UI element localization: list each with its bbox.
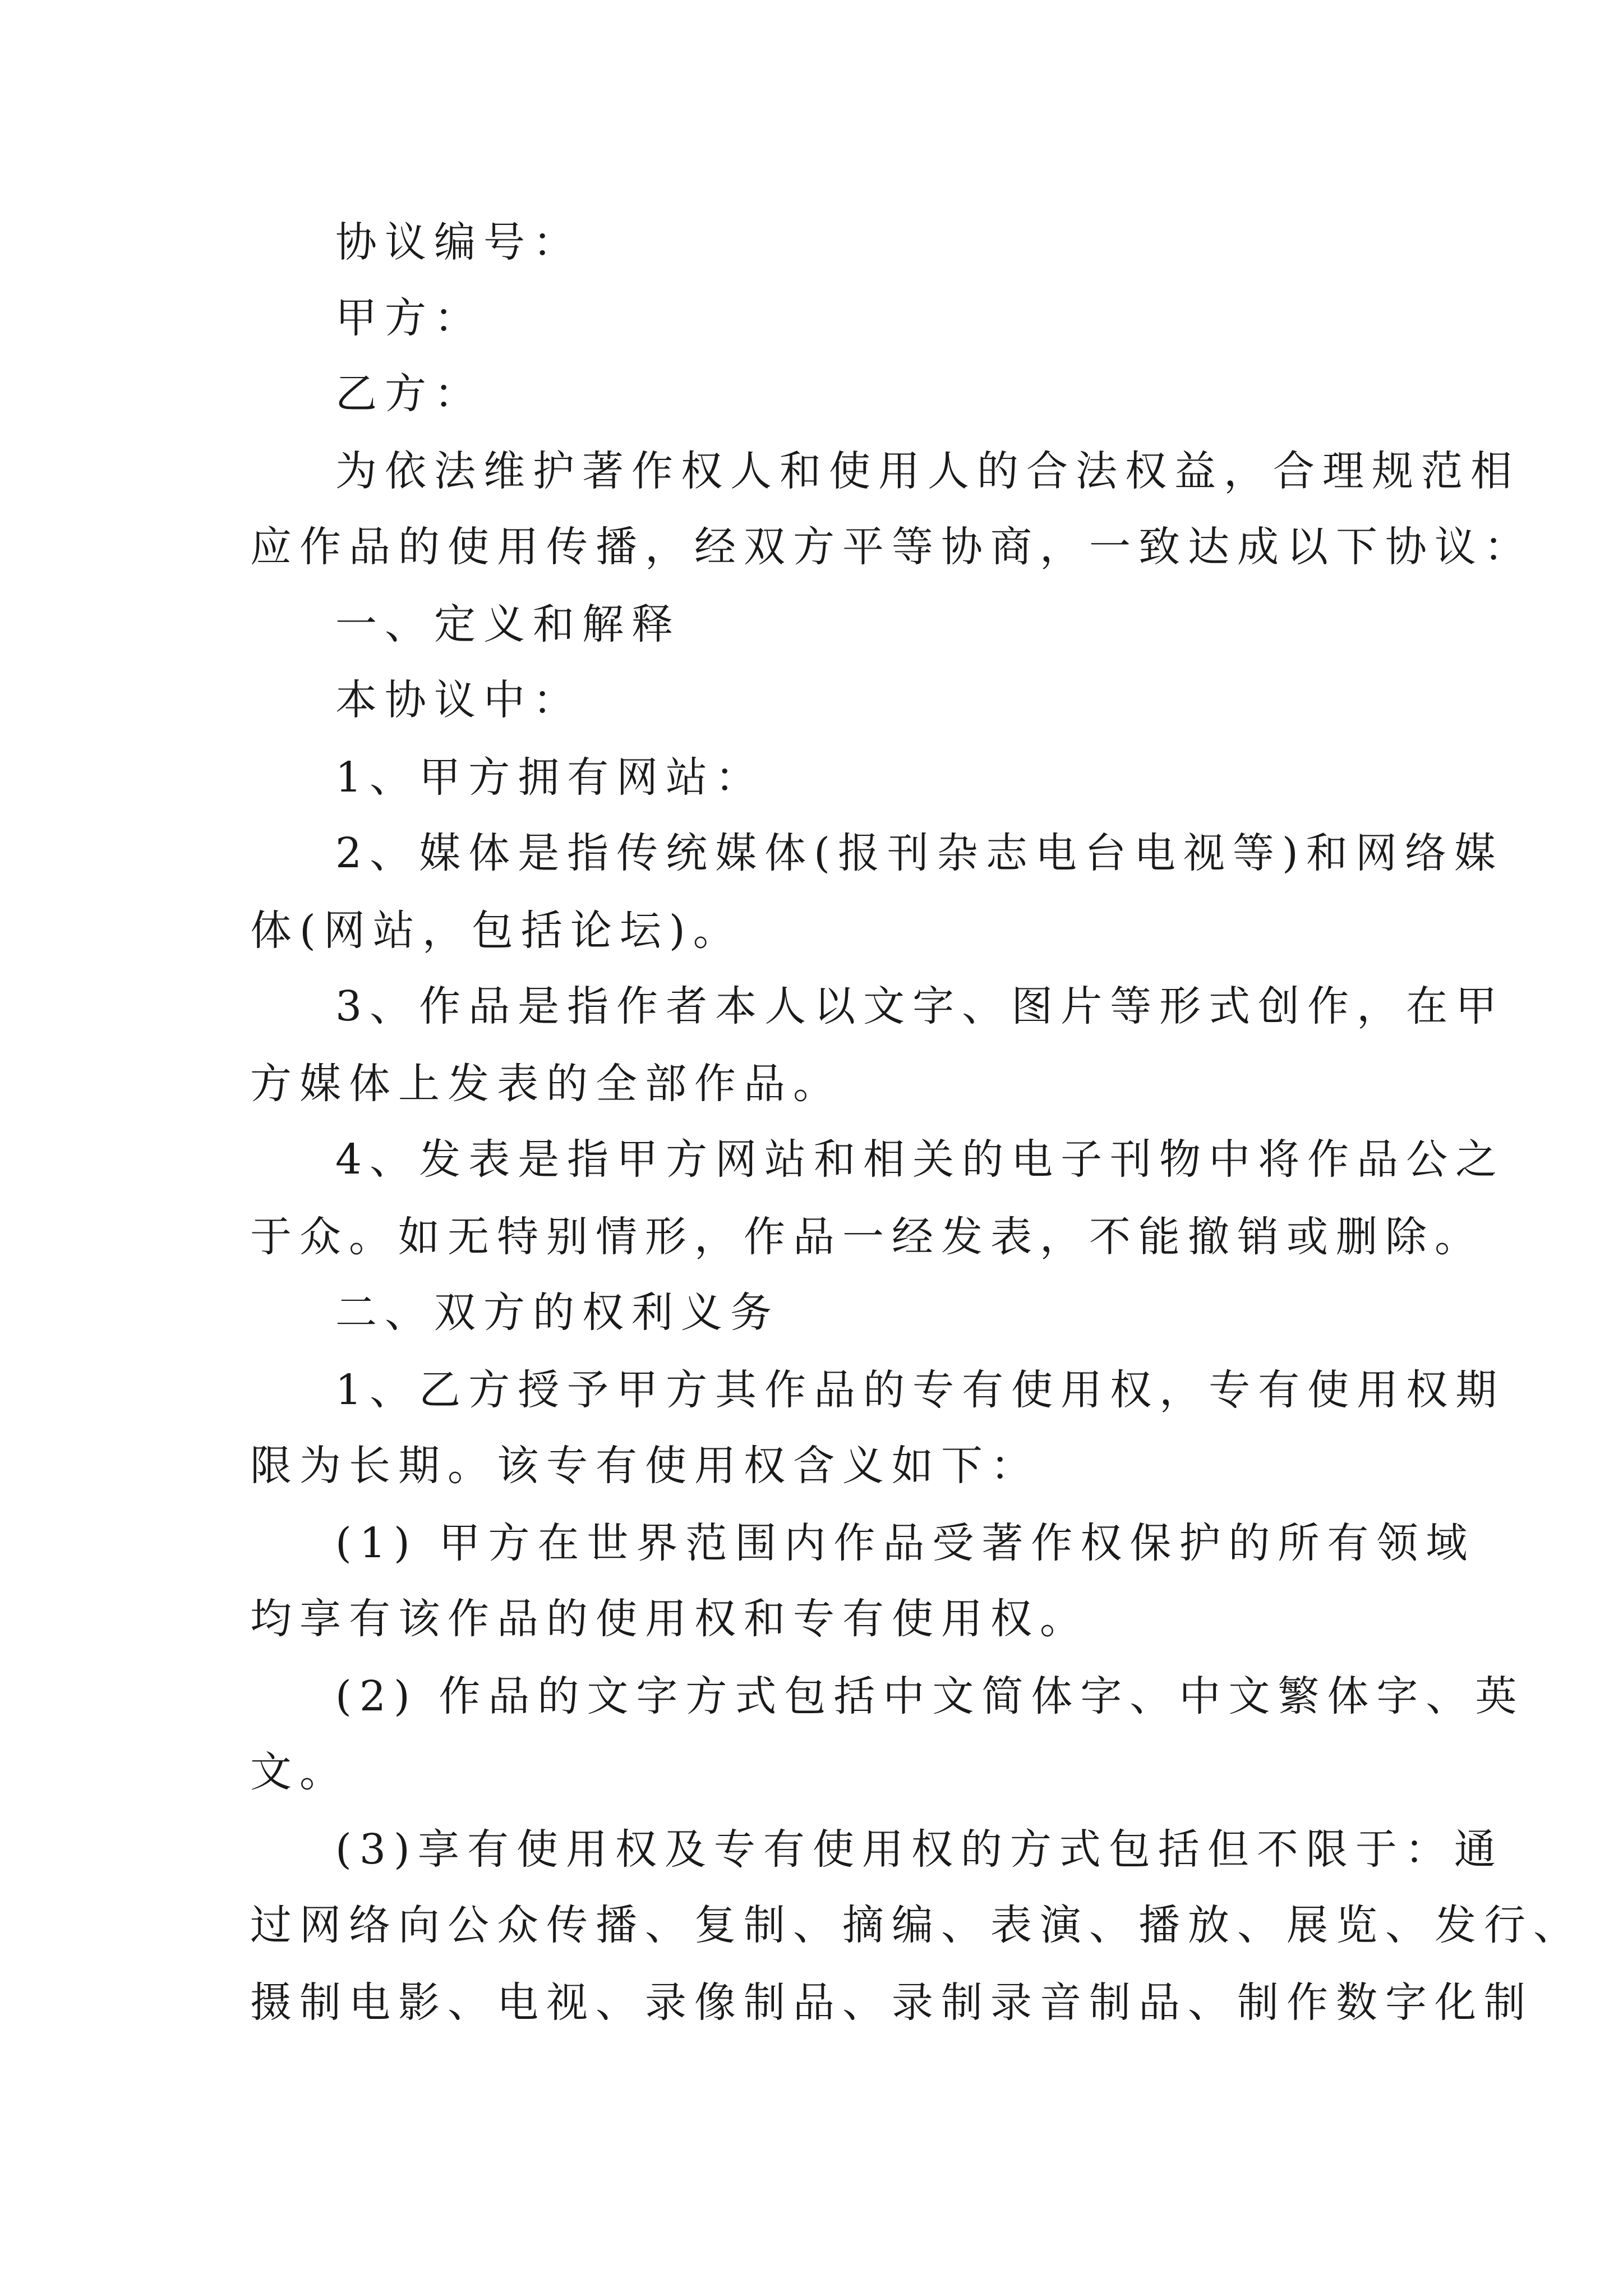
- intro-line-1: 为依法维护著作权人和使用人的合法权益，合理规范相: [335, 447, 1520, 495]
- in-this-agreement: 本协议中：: [335, 676, 582, 724]
- subclause-1-line-1: (1) 甲方在世界范围内作品受著作权保护的所有领域: [335, 1519, 1476, 1567]
- definition-1: 1、甲方拥有网站：: [335, 753, 765, 802]
- subclause-3-line-3: 摄制电影、电视、录像制品、录制录音制品、制作数字化制: [250, 1978, 1533, 2027]
- party-b-label: 乙方：: [335, 370, 483, 418]
- intro-line-2: 应作品的使用传播，经双方平等协商，一致达成以下协议：: [250, 523, 1533, 571]
- subclause-2-line-2: 文。: [250, 1748, 349, 1796]
- section-2-heading: 二、双方的权利义务: [335, 1289, 780, 1337]
- subclause-3-line-2: 过网络向公众传播、复制、摘编、表演、播放、展览、发行、: [250, 1901, 1583, 1949]
- party-a-label: 甲方：: [335, 294, 483, 342]
- definition-3-line-1: 3、作品是指作者本人以文字、图片等形式创作，在甲: [335, 982, 1505, 1030]
- clause-1-line-2: 限为长期。该专有使用权含义如下：: [250, 1442, 1040, 1490]
- clause-1-line-1: 1、乙方授予甲方其作品的专有使用权，专有使用权期: [335, 1366, 1505, 1414]
- subclause-2-line-1: (2) 作品的文字方式包括中文简体字、中文繁体字、英: [335, 1672, 1525, 1720]
- section-1-heading: 一、定义和解释: [335, 600, 681, 648]
- definition-4-line-2: 于众。如无特别情形，作品一经发表，不能撤销或删除。: [250, 1213, 1484, 1261]
- definition-3-line-2: 方媒体上发表的全部作品。: [250, 1060, 842, 1108]
- definition-2-line-1: 2、媒体是指传统媒体(报刊杂志电台电视等)和网络媒: [335, 829, 1504, 877]
- definition-2-line-2: 体(网站，包括论坛)。: [250, 907, 743, 955]
- definition-4-line-1: 4、发表是指甲方网站和相关的电子刊物中将作品公之: [335, 1135, 1505, 1184]
- subclause-1-line-2: 均享有该作品的使用权和专有使用权。: [250, 1595, 1089, 1643]
- subclause-3-line-1: (3)享有使用权及专有使用权的方式包括但不限于：通: [335, 1825, 1504, 1874]
- agreement-number-label: 协议编号：: [335, 218, 582, 266]
